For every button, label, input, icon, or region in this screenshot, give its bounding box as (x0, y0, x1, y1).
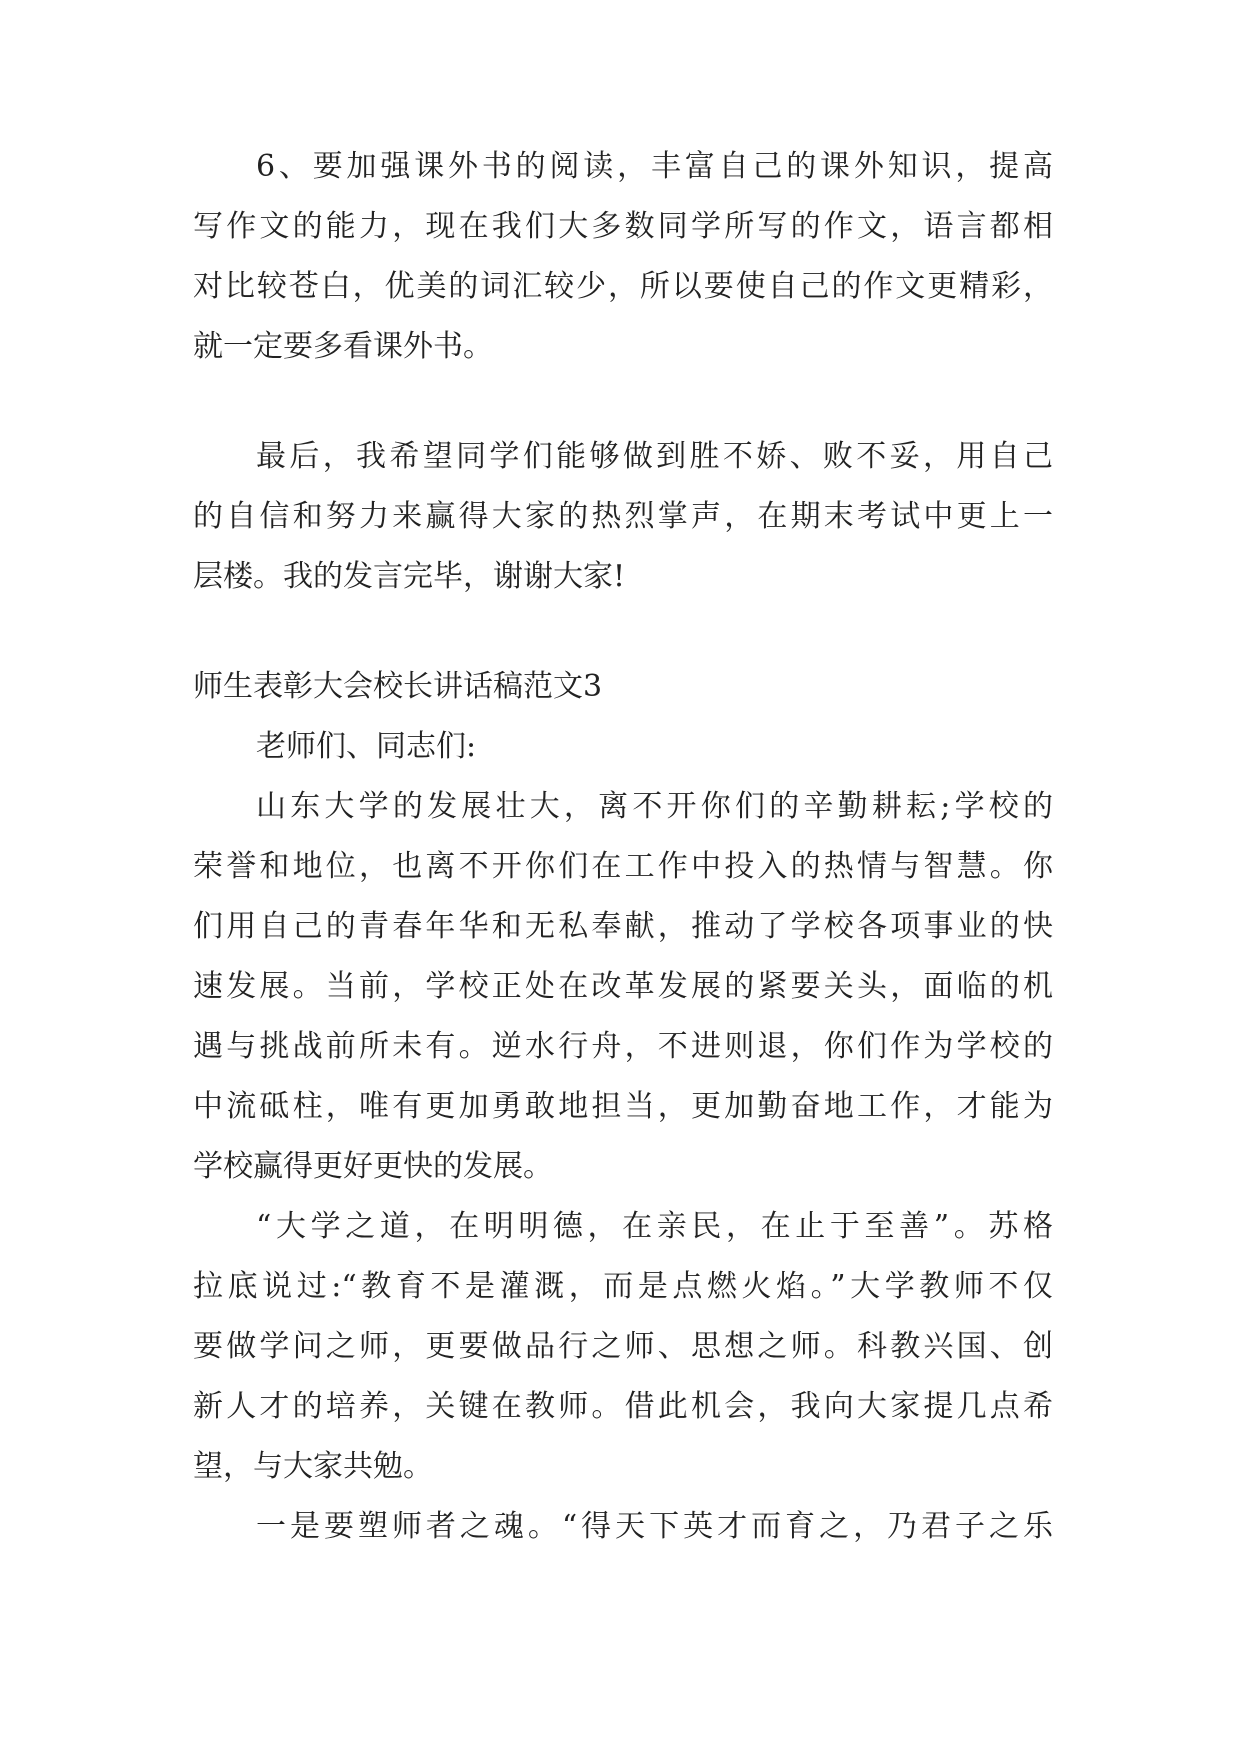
salutation: 老师们、同志们: (256, 729, 477, 764)
paragraph-6-line-3: 对比较苍白，优美的词汇较少，所以要使自己的作文更精彩， (193, 269, 1053, 304)
paragraph-quotes-line-3: 要做学问之师，更要做品行之师、思想之师。科教兴国、创 (193, 1329, 1053, 1364)
paragraph-development-line-7: 学校赢得更好更快的发展。 (193, 1149, 553, 1184)
paragraph-quotes-line-2: 拉底说过:“教育不是灌溉，而是点燃火焰。”大学教师不仅 (193, 1269, 1053, 1304)
paragraph-development-line-6: 中流砥柱，唯有更加勇敢地担当，更加勤奋地工作，才能为 (193, 1089, 1053, 1124)
paragraph-development-line-4: 速发展。当前，学校正处在改革发展的紧要关头，面临的机 (193, 969, 1053, 1004)
paragraph-6-line-4: 就一定要多看课外书。 (193, 329, 493, 364)
section-title: 师生表彰大会校长讲话稿范文3 (193, 669, 603, 704)
paragraph-development-line-1: 山东大学的发展壮大，离不开你们的辛勤耕耘;学校的 (256, 789, 1053, 824)
paragraph-quotes-line-4: 新人才的培养，关键在教师。借此机会，我向大家提几点希 (193, 1389, 1053, 1424)
paragraph-development-line-2: 荣誉和地位，也离不开你们在工作中投入的热情与智慧。你 (193, 849, 1053, 884)
paragraph-6-line-2: 写作文的能力，现在我们大多数同学所写的作文，语言都相 (193, 209, 1053, 244)
paragraph-first-point-line-1: 一是要塑师者之魂。“得天下英才而育之，乃君子之乐 (256, 1509, 1053, 1544)
paragraph-development-line-5: 遇与挑战前所未有。逆水行舟，不进则退，你们作为学校的 (193, 1029, 1053, 1064)
closing-paragraph-line-1: 最后，我希望同学们能够做到胜不娇、败不妥，用自己 (256, 439, 1053, 474)
paragraph-quotes-line-1: “大学之道，在明明德，在亲民，在止于至善”。苏格 (256, 1209, 1053, 1244)
paragraph-development-line-3: 们用自己的青春年华和无私奉献，推动了学校各项事业的快 (193, 909, 1053, 944)
closing-paragraph-line-2: 的自信和努力来赢得大家的热烈掌声，在期末考试中更上一 (193, 499, 1053, 534)
closing-paragraph-line-3: 层楼。我的发言完毕，谢谢大家! (193, 559, 626, 594)
paragraph-quotes-line-5: 望，与大家共勉。 (193, 1449, 433, 1484)
paragraph-6-line-1: 6、要加强课外书的阅读，丰富自己的课外知识，提高 (256, 149, 1053, 184)
